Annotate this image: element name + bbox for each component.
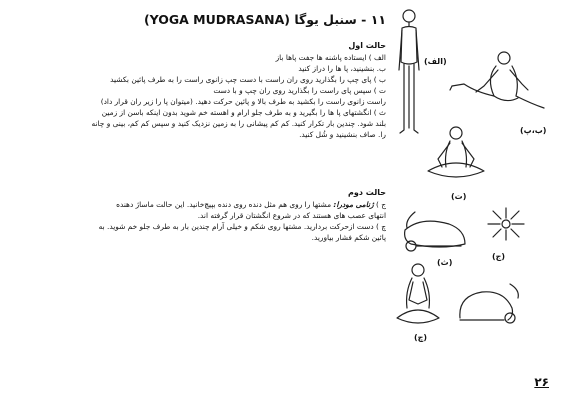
state-one-line: الف ) ایستاده پاشنه ها جفت پاها باز xyxy=(275,53,386,62)
figure-label-jim: (ج) xyxy=(492,252,506,261)
state-one-line: ت ) سپس پای راست را بگذارید روی ران چپ و با دست xyxy=(213,86,386,95)
mudra-term: ژنامی مودرا: xyxy=(333,200,374,209)
line-rest: مشتها را روی هم مثل دنده روی دنده بپیچ‌خانید. این حالت ماساژ دهنده xyxy=(116,200,334,209)
seated-knee-pull-figure xyxy=(446,48,548,123)
state-one-line: ب ) پای چپ را بگذارید روی ران راست با دست چپ زانوی راست را به طرف پائین بکشید xyxy=(110,75,386,84)
prone-bend-figure xyxy=(452,282,524,328)
exercise-title: ۱۱ - سنبل یوگا (YOGA MUDRASANA) xyxy=(143,12,386,27)
state-two-heading: حالت دوم xyxy=(348,188,386,197)
standing-pose-figure xyxy=(395,8,423,136)
lotus-seated-figure xyxy=(424,125,488,187)
page-number: ۲۶ xyxy=(534,375,549,389)
figure-label-te: (ت) xyxy=(451,192,467,201)
state-one-line: ث ) انگشتهای پا ها را بگیرید و به طرف جلو ارام و اهسته خم شوید بدون اینکه باسن از زمین xyxy=(101,108,386,117)
fist-mudra-figure xyxy=(484,205,528,243)
state-one-line: ب. بنشینید، پا ها را دراز کنید xyxy=(298,64,386,73)
kneeling-mudra-figure xyxy=(393,262,443,330)
state-one-line: بلند شود. چندین بار تکرار کنید. کم کم پیشانی را به زمین نزدیک کنید و سپس کم کم، بینی و چانه xyxy=(91,119,386,128)
state-two-line: چ ) دست ازحرکت بردارید. مشتها روی شکم و خیلی آرام چندین بار به طرف جلو خم شوید. به xyxy=(98,222,386,231)
figure-label-se: (ث) xyxy=(437,258,453,267)
state-two-section xyxy=(3,187,386,243)
figure-label-che: (چ) xyxy=(414,333,428,342)
state-one-heading: حالت اول xyxy=(348,41,386,50)
state-two-line: انتهای عصب های هستند که در شروع انگشتان قرار گرفته اند. xyxy=(197,211,386,220)
figure-label-be-pe: (ب،پ) xyxy=(520,126,547,135)
state-one-line: راست زانوی راست را بکشید به طرف بالا و پائین حرکت دهید. (میتوان پا را زیر ران قرار داد) xyxy=(100,97,386,106)
state-two-line: پائین شکم فشار بیاورید. xyxy=(311,233,386,242)
state-one-section xyxy=(3,40,386,140)
forward-bend-figure xyxy=(401,210,473,256)
state-one-line: را. صاف بنشینید و شُل کنید. xyxy=(299,130,386,139)
figure-label-alef: (الف) xyxy=(424,57,447,66)
state-two-line xyxy=(3,199,386,210)
line-prefix: ج ) xyxy=(373,200,386,209)
